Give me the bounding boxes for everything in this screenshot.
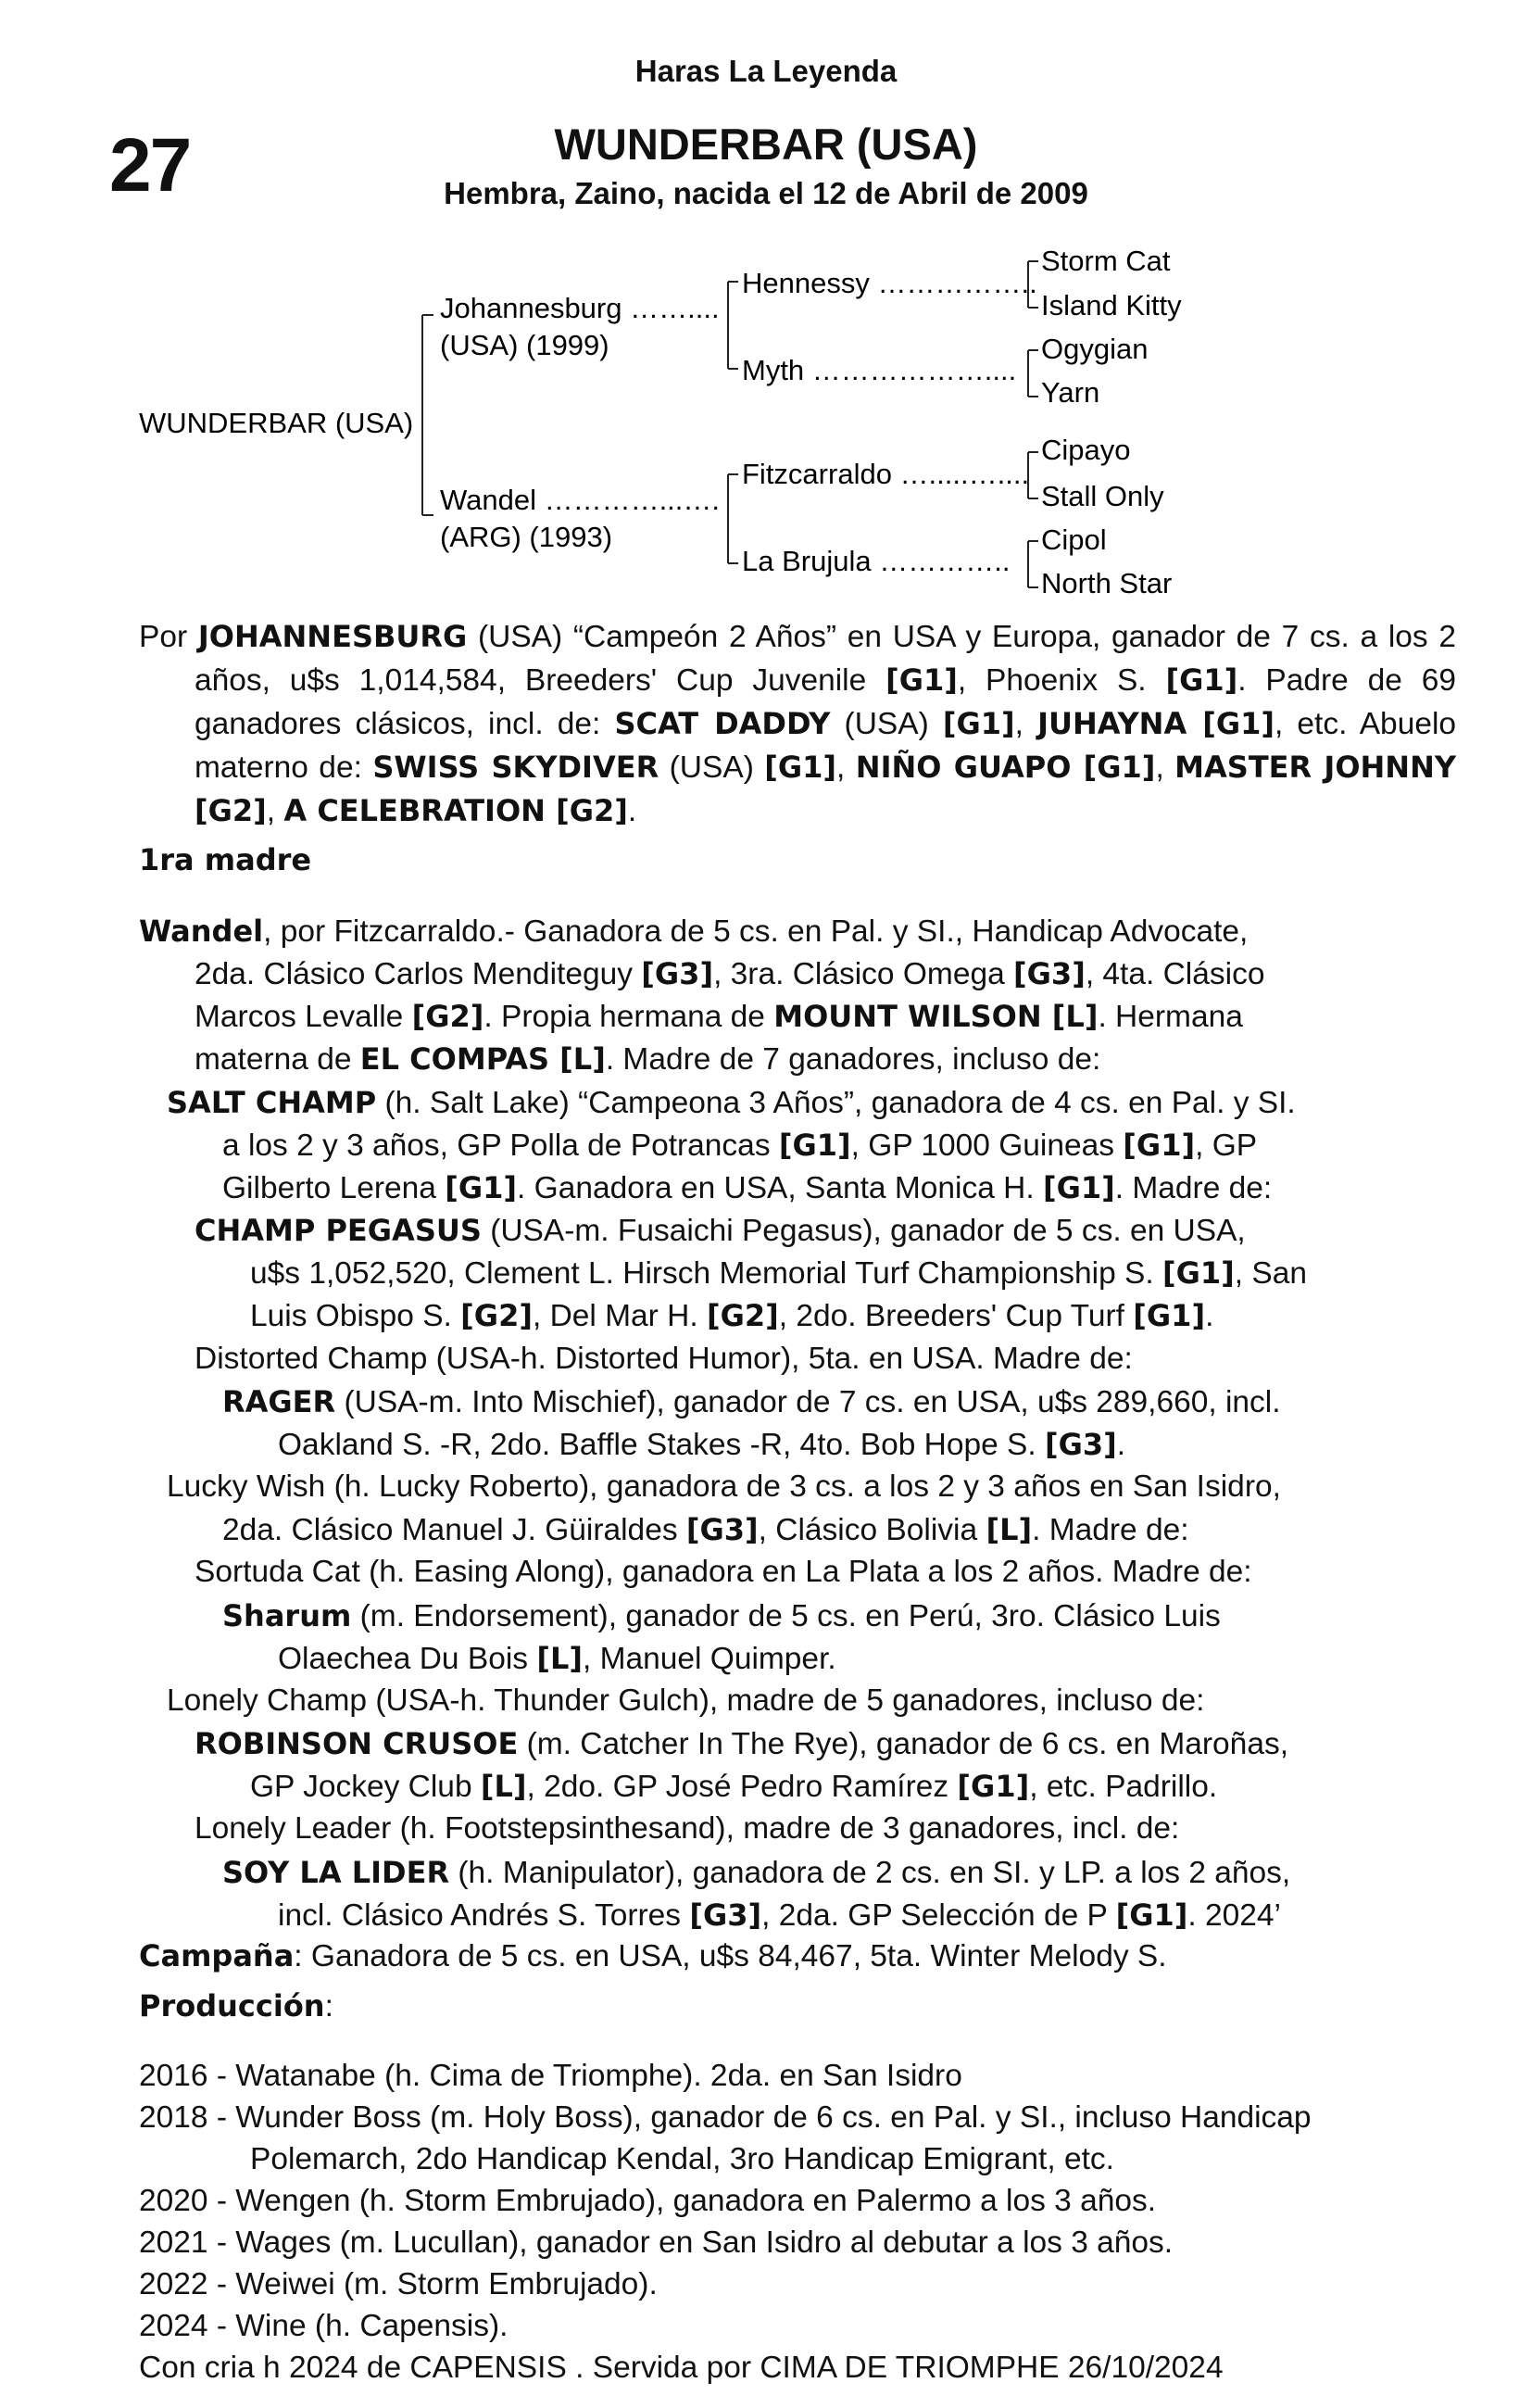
dam-bold-text: [L] <box>986 1512 1033 1547</box>
first-dam-line <box>195 1213 1246 1249</box>
first-dam-line <box>222 1384 1281 1420</box>
pedigree-dam: Wandel …………...…. <box>440 484 721 516</box>
dam-bold-text: MOUNT WILSON [L] <box>773 999 1099 1034</box>
first-dam-line <box>195 1726 1288 1762</box>
dam-bold-text: [G1] <box>445 1170 518 1205</box>
dam-text: Marcos Levalle <box>195 1000 412 1034</box>
sire-bold-text: [G1] <box>885 662 958 698</box>
dam-text: Lonely Leader (h. Footstepsinthesand), madre de 3 ganadores, incl. de: <box>195 1811 1180 1846</box>
produccion-item: 2024 - Wine (h. Capensis). <box>139 2309 509 2343</box>
dam-bold-text: Wandel <box>139 914 264 949</box>
first-dam-line <box>222 1170 1272 1206</box>
dam-bold-text: EL COMPAS [L] <box>359 1041 606 1077</box>
pedigree-subject: WUNDERBAR (USA) <box>139 407 414 439</box>
dam-text: . 2024’ <box>1187 1898 1281 1933</box>
produccion-colon: : <box>324 1989 333 2023</box>
pedigree-gen3-6: Stall Only <box>1041 480 1164 512</box>
lot-number: 27 <box>109 123 191 208</box>
dam-text: , 3ra. Clásico Omega <box>713 957 1014 991</box>
pedigree-gen3-2: Island Kitty <box>1041 289 1182 321</box>
sire-bold-text: [G1] <box>1165 662 1238 698</box>
first-dam-line <box>195 1041 1100 1078</box>
dam-text: , por Fitzcarraldo.- Ganadora de 5 cs. en Pal. y SI., Handicap Advocate, <box>263 914 1249 949</box>
footer-note: Con cria h 2024 de CAPENSIS . Servida por CIMA DE TRIOMPHE 26/10/2024 <box>139 2351 1224 2385</box>
sire-text: Por <box>139 620 198 654</box>
pedigree-gen3-7: Cipol <box>1041 523 1107 556</box>
breeder-name: Haras La Leyenda <box>634 54 898 88</box>
dam-bold-text: [G1] <box>1162 1255 1235 1291</box>
sire-text: (USA) <box>659 750 765 785</box>
produccion-item: 2020 - Wengen (h. Storm Embrujado), ganadora en Palermo a los 3 años. <box>139 2184 1157 2218</box>
pedigree-dam-origin: (ARG) (1993) <box>440 521 613 553</box>
dam-bold-text: ROBINSON CRUSOE <box>195 1726 519 1761</box>
dam-text: . <box>1116 1428 1126 1462</box>
dam-text: , etc. Padrillo. <box>1029 1770 1218 1804</box>
dam-text: . Madre de: <box>1032 1513 1189 1547</box>
dam-bold-text: [G1] <box>1133 1298 1206 1333</box>
dam-bold-text: [G1] <box>1123 1128 1196 1163</box>
first-dam-line <box>167 1683 1204 1719</box>
dam-text: , 4ta. Clásico <box>1085 957 1265 991</box>
campana-label: Campaña <box>139 1938 295 1973</box>
dam-text: 2da. Clásico Manuel J. Güiraldes <box>222 1513 686 1547</box>
horse-details: Hembra, Zaino, nacida el 12 de Abril de 2009 <box>444 176 1088 210</box>
pedigree-gen3-4: Yarn <box>1041 376 1100 409</box>
sire-description <box>139 615 1456 833</box>
first-dam-line <box>222 1855 1290 1891</box>
first-dam-line <box>222 1512 1189 1548</box>
first-dam-line <box>195 1342 1133 1377</box>
sire-bold-text: MASTER JOHNNY [G2] <box>195 750 1457 828</box>
produccion-item: 2016 - Watanabe (h. Cima de Triomphe). 2da. en San Isidro <box>139 2059 962 2093</box>
first-dam-line <box>139 914 1248 950</box>
first-dam-line <box>222 1598 1221 1634</box>
sire-text: . Padre de 69 ganadores clásicos, incl. de: <box>195 663 1457 741</box>
dam-text: Lonely Champ (USA-h. Thunder Gulch), madre de 5 ganadores, incluso de: <box>167 1683 1205 1718</box>
sire-bold-text: [G1] <box>764 750 837 785</box>
dam-text: . <box>1205 1299 1214 1333</box>
dam-bold-text: [L] <box>480 1769 527 1804</box>
dam-text: Sortuda Cat (h. Easing Along), ganadora en La Plata a los 2 años. Madre de: <box>195 1555 1252 1589</box>
pedigree-sire: Johannesburg …….... <box>440 292 720 324</box>
first-dam-line <box>195 1555 1252 1590</box>
first-dam-line <box>278 1641 836 1677</box>
sire-bold-text: A CELEBRATION [G2] <box>283 793 628 828</box>
dam-text: , 2do. GP José Pedro Ramírez <box>526 1770 958 1804</box>
dam-bold-text: SALT CHAMP <box>167 1085 377 1120</box>
sire-text: , etc. Abuelo materno de: <box>195 707 1457 785</box>
dam-text: (h. Salt Lake) “Campeona 3 Años”, ganadora de 4 cs. en Pal. y SI. <box>376 1086 1296 1120</box>
first-dam-line <box>278 1427 1125 1463</box>
dam-text: , San <box>1234 1256 1307 1291</box>
produccion-item: 2021 - Wages (m. Lucullan), ganador en San Isidro al debutar a los 3 años. <box>139 2225 1174 2260</box>
first-dam-line <box>250 1769 1217 1805</box>
dam-text: , 2da. GP Selección de P <box>761 1898 1116 1933</box>
dam-bold-text: [G1] <box>957 1769 1030 1804</box>
dam-bold-text: [G2] <box>411 999 484 1034</box>
pedigree-gen3-1: Storm Cat <box>1041 245 1171 277</box>
pedigree-gen3-3: Ogygian <box>1041 333 1149 365</box>
sire-text: , <box>836 750 856 785</box>
pedigree-sire-origin: (USA) (1999) <box>440 329 609 361</box>
pedigree-gen3-5: Cipayo <box>1041 434 1131 466</box>
dam-text: , Clásico Bolivia <box>758 1513 986 1547</box>
pedigree-chart <box>0 0 1532 611</box>
dam-bold-text: [G1] <box>778 1128 851 1163</box>
produccion-item: Polemarch, 2do Handicap Kendal, 3ro Handicap Emigrant, etc. <box>250 2142 1114 2176</box>
dam-text: incl. Clásico Andrés S. Torres <box>278 1898 690 1933</box>
pedigree-gen3-8: North Star <box>1041 567 1173 599</box>
first-dam-line <box>195 1811 1179 1847</box>
produccion-item: 2018 - Wunder Boss (m. Holy Boss), ganador de 6 cs. en Pal. y SI., incluso Handicap <box>139 2100 1312 2135</box>
dam-bold-text: Sharum <box>222 1598 352 1633</box>
dam-text: , 2do. Breeders' Cup Turf <box>778 1299 1134 1333</box>
dam-text: , Del Mar H. <box>532 1299 707 1333</box>
dam-bold-text: [G3] <box>689 1897 762 1933</box>
first-dam-line <box>195 999 1243 1035</box>
dam-text: Lucky Wish (h. Lucky Roberto), ganadora de 3 cs. a los 2 y 3 años en San Isidro, <box>167 1469 1281 1504</box>
dam-text: Luis Obispo S. <box>250 1299 461 1333</box>
produccion-label: Producción <box>139 1988 325 2023</box>
campana-text: : Ganadora de 5 cs. en USA, u$s 84,467, 5ta. Winter Melody S. <box>294 1939 1167 1973</box>
dam-text: (m. Catcher In The Rye), ganador de 6 cs. en Maroñas, <box>518 1727 1289 1761</box>
pedigree-gen2-1: Hennessy …………….. <box>742 267 1037 299</box>
dam-text: Olaechea Du Bois <box>278 1642 537 1676</box>
dam-bold-text: [G2] <box>706 1298 779 1333</box>
first-dam-line <box>250 1298 1213 1334</box>
sire-text: (USA) <box>830 707 943 741</box>
dam-bold-text: RAGER <box>222 1384 336 1419</box>
sire-text: , <box>1014 707 1038 741</box>
first-dam-heading: 1ra madre <box>139 842 312 877</box>
dam-text: Distorted Champ (USA-h. Distorted Humor), 5ta. en USA. Madre de: <box>195 1342 1133 1376</box>
horse-name: WUNDERBAR (USA) <box>554 120 978 169</box>
dam-bold-text: [G3] <box>641 956 714 991</box>
produccion-item: 2022 - Weiwei (m. Storm Embrujado). <box>139 2267 658 2301</box>
dam-text: 2da. Clásico Carlos Menditeguy <box>195 957 642 991</box>
pedigree-gen2-4: La Brujula ………….. <box>742 545 1011 577</box>
dam-bold-text: [G1] <box>1115 1897 1188 1933</box>
dam-text: . Madre de: <box>1114 1171 1273 1205</box>
sire-bold-text: SWISS SKYDIVER <box>372 750 659 785</box>
sire-bold-text: NIÑO GUAPO [G1] <box>855 750 1156 785</box>
pedigree-gen2-2: Myth ……………….... <box>742 354 1017 386</box>
dam-text: Gilberto Lerena <box>222 1171 446 1205</box>
sire-text: , <box>266 794 284 828</box>
sire-text: . <box>627 794 637 828</box>
dam-text: (USA-m. Fusaichi Pegasus), ganador de 5 cs. en USA, <box>481 1214 1246 1248</box>
dam-text: (h. Manipulator), ganadora de 2 cs. en SI. y LP. a los 2 años, <box>449 1856 1291 1890</box>
dam-text: . Madre de 7 ganadores, incluso de: <box>605 1042 1101 1077</box>
first-dam-line <box>195 956 1264 992</box>
sire-text: , Phoenix S. <box>957 663 1166 698</box>
dam-bold-text: [L] <box>536 1641 583 1676</box>
produccion-heading <box>139 1988 333 2024</box>
dam-text: materna de <box>195 1042 360 1077</box>
dam-bold-text: SOY LA LIDER <box>222 1855 450 1890</box>
dam-text: , Manuel Quimper. <box>582 1642 836 1676</box>
sire-text: (USA) “Campeón 2 Años” en USA y Europa, ganador de 7 cs. a los 2 años, u$s 1,014,584, Breeders' Cup Juvenile <box>195 620 1456 698</box>
sire-bold-text: SCAT DADDY <box>614 706 831 741</box>
sire-bold-text: JOHANNESBURG <box>197 619 468 654</box>
dam-bold-text: [G3] <box>1013 956 1086 991</box>
dam-bold-text: [G2] <box>460 1298 533 1333</box>
dam-text: a los 2 y 3 años, GP Polla de Potrancas <box>222 1128 779 1163</box>
dam-text: , GP <box>1195 1128 1258 1163</box>
sire-text: , <box>1155 750 1175 785</box>
dam-text: (USA-m. Into Mischief), ganador de 7 cs. en USA, u$s 289,660, incl. <box>335 1385 1281 1419</box>
first-dam-line <box>222 1128 1257 1164</box>
dam-text: GP Jockey Club <box>250 1770 481 1804</box>
first-dam-line <box>167 1085 1296 1121</box>
dam-text: (m. Endorsement), ganador de 5 cs. en Perú, 3ro. Clásico Luis <box>351 1599 1221 1633</box>
dam-bold-text: CHAMP PEGASUS <box>195 1213 482 1248</box>
sire-bold-text: [G1] <box>942 706 1015 741</box>
dam-text: u$s 1,052,520, Clement L. Hirsch Memorial Turf Championship S. <box>250 1256 1162 1291</box>
dam-bold-text: [G3] <box>685 1512 759 1547</box>
campana-line <box>139 1938 1167 1974</box>
first-dam-line <box>250 1255 1307 1292</box>
pedigree-gen2-3: Fitzcarraldo ….....….... <box>742 458 1030 490</box>
dam-bold-text: [G3] <box>1045 1427 1117 1462</box>
first-dam-line <box>278 1897 1281 1934</box>
first-dam-line <box>167 1469 1281 1505</box>
dam-bold-text: [G1] <box>1042 1170 1115 1205</box>
dam-text: . Hermana <box>1098 1000 1243 1034</box>
dam-text: Oakland S. -R, 2do. Baffle Stakes -R, 4to. Bob Hope S. <box>278 1428 1046 1462</box>
dam-text: . Ganadora en USA, Santa Monica H. <box>517 1171 1043 1205</box>
dam-text: , GP 1000 Guineas <box>850 1128 1124 1163</box>
dam-text: . Propia hermana de <box>483 1000 774 1034</box>
sire-bold-text: JUHAYNA [G1] <box>1037 706 1275 741</box>
